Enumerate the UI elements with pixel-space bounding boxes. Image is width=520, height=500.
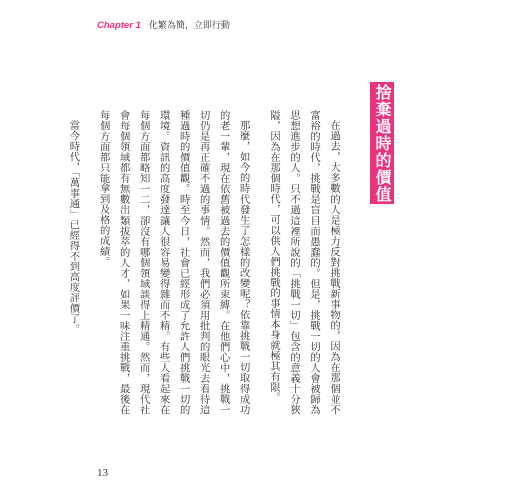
running-header xyxy=(97,18,230,31)
page-number: 13 xyxy=(97,467,108,479)
chapter-label: Chapter 1 xyxy=(97,20,141,31)
paragraph: 那麼，如今的時代發生了怎樣的改變呢？依靠挑戰一切取得成功的老一輩，現在依舊被過去的價值觀所束縛。在他們心中，挑戰一切仍是再正確不過的事情。然而，我們必須用批判的眼光去看待這種過時的價值觀。時至今日，社會已經形成了允許人們挑戰一切的環境。資訊的高度發達讓人很容易變得雜而不精。有些人看起來在每個方面都略知一二，卻沒有哪個領域談得上精通。然而，現代社會每個領域都有無數出類拔萃的人才，如果一味注重挑戰，最後在每個方面都只能拿到及格的成績。 xyxy=(97,110,250,415)
section-heading: 捨棄過時的價值觀 xyxy=(349,83,392,203)
paragraph: 當今時代，「萬事通」已經得不到高度評價了。 xyxy=(67,120,80,335)
paragraph: 在過去，大多數的人是極力反對挑戰新事物的，因為在那個並不富裕的時代，挑戰是盲目而愚蠢的。但是，挑戰一切的人會被歸為思想進步的人。只不過這裡所說的「挑戰一切」包含的意義十分狹隘，因為在那個時代，可以供人們挑戰的事情本身就極其有限。 xyxy=(268,110,340,415)
body-text xyxy=(63,110,344,415)
chapter-title: 化繁為簡，立即行動 xyxy=(148,21,230,31)
